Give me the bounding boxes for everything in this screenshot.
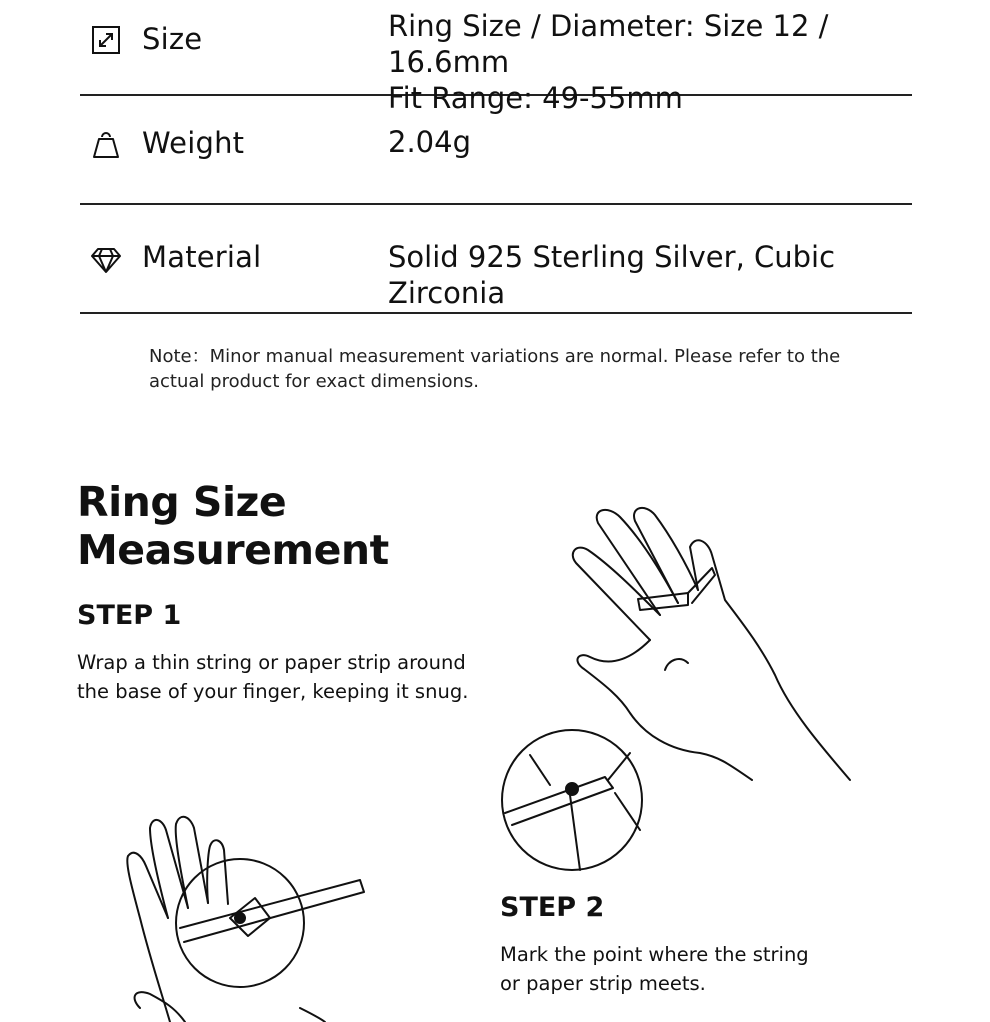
ring-size-diameter: Ring Size / Diameter: Size 12 / 16.6mm bbox=[388, 9, 829, 79]
spec-label-size: Size bbox=[142, 22, 203, 56]
guide-title bbox=[77, 478, 389, 574]
hand-wrapping-string-illustration bbox=[490, 495, 870, 875]
fit-range: Fit Range: 49-55mm bbox=[388, 81, 683, 115]
hand-marking-string-illustration bbox=[110, 808, 390, 1022]
step2-text: Mark the point where the string or paper strip meets. bbox=[500, 943, 809, 995]
guide-title-line1: Ring Size bbox=[77, 478, 287, 526]
step1-text: Wrap a thin string or paper strip around the base of your finger, keeping it snug. bbox=[77, 651, 469, 703]
spec-label-material: Material bbox=[142, 240, 262, 274]
spec-row-size bbox=[80, 0, 912, 115]
spec-table bbox=[80, 0, 912, 314]
measurement-note: Note：Minor manual measurement variations are normal. Please refer to the actual product for exact dimensions. bbox=[149, 346, 841, 392]
resize-arrows-icon bbox=[90, 24, 122, 56]
spec-row-weight bbox=[80, 96, 912, 205]
spec-value-material: Solid 925 Sterling Silver, Cubic Zirconia bbox=[388, 240, 836, 310]
guide-title-line2: Measurement bbox=[77, 526, 389, 574]
diamond-icon bbox=[90, 243, 122, 275]
spec-value-weight: 2.04g bbox=[388, 125, 471, 159]
weight-icon bbox=[90, 128, 122, 160]
step2-heading: STEP 2 bbox=[500, 892, 605, 923]
step1-heading: STEP 1 bbox=[77, 600, 182, 631]
spec-label-weight: Weight bbox=[142, 126, 245, 160]
spec-row-material bbox=[80, 205, 912, 314]
